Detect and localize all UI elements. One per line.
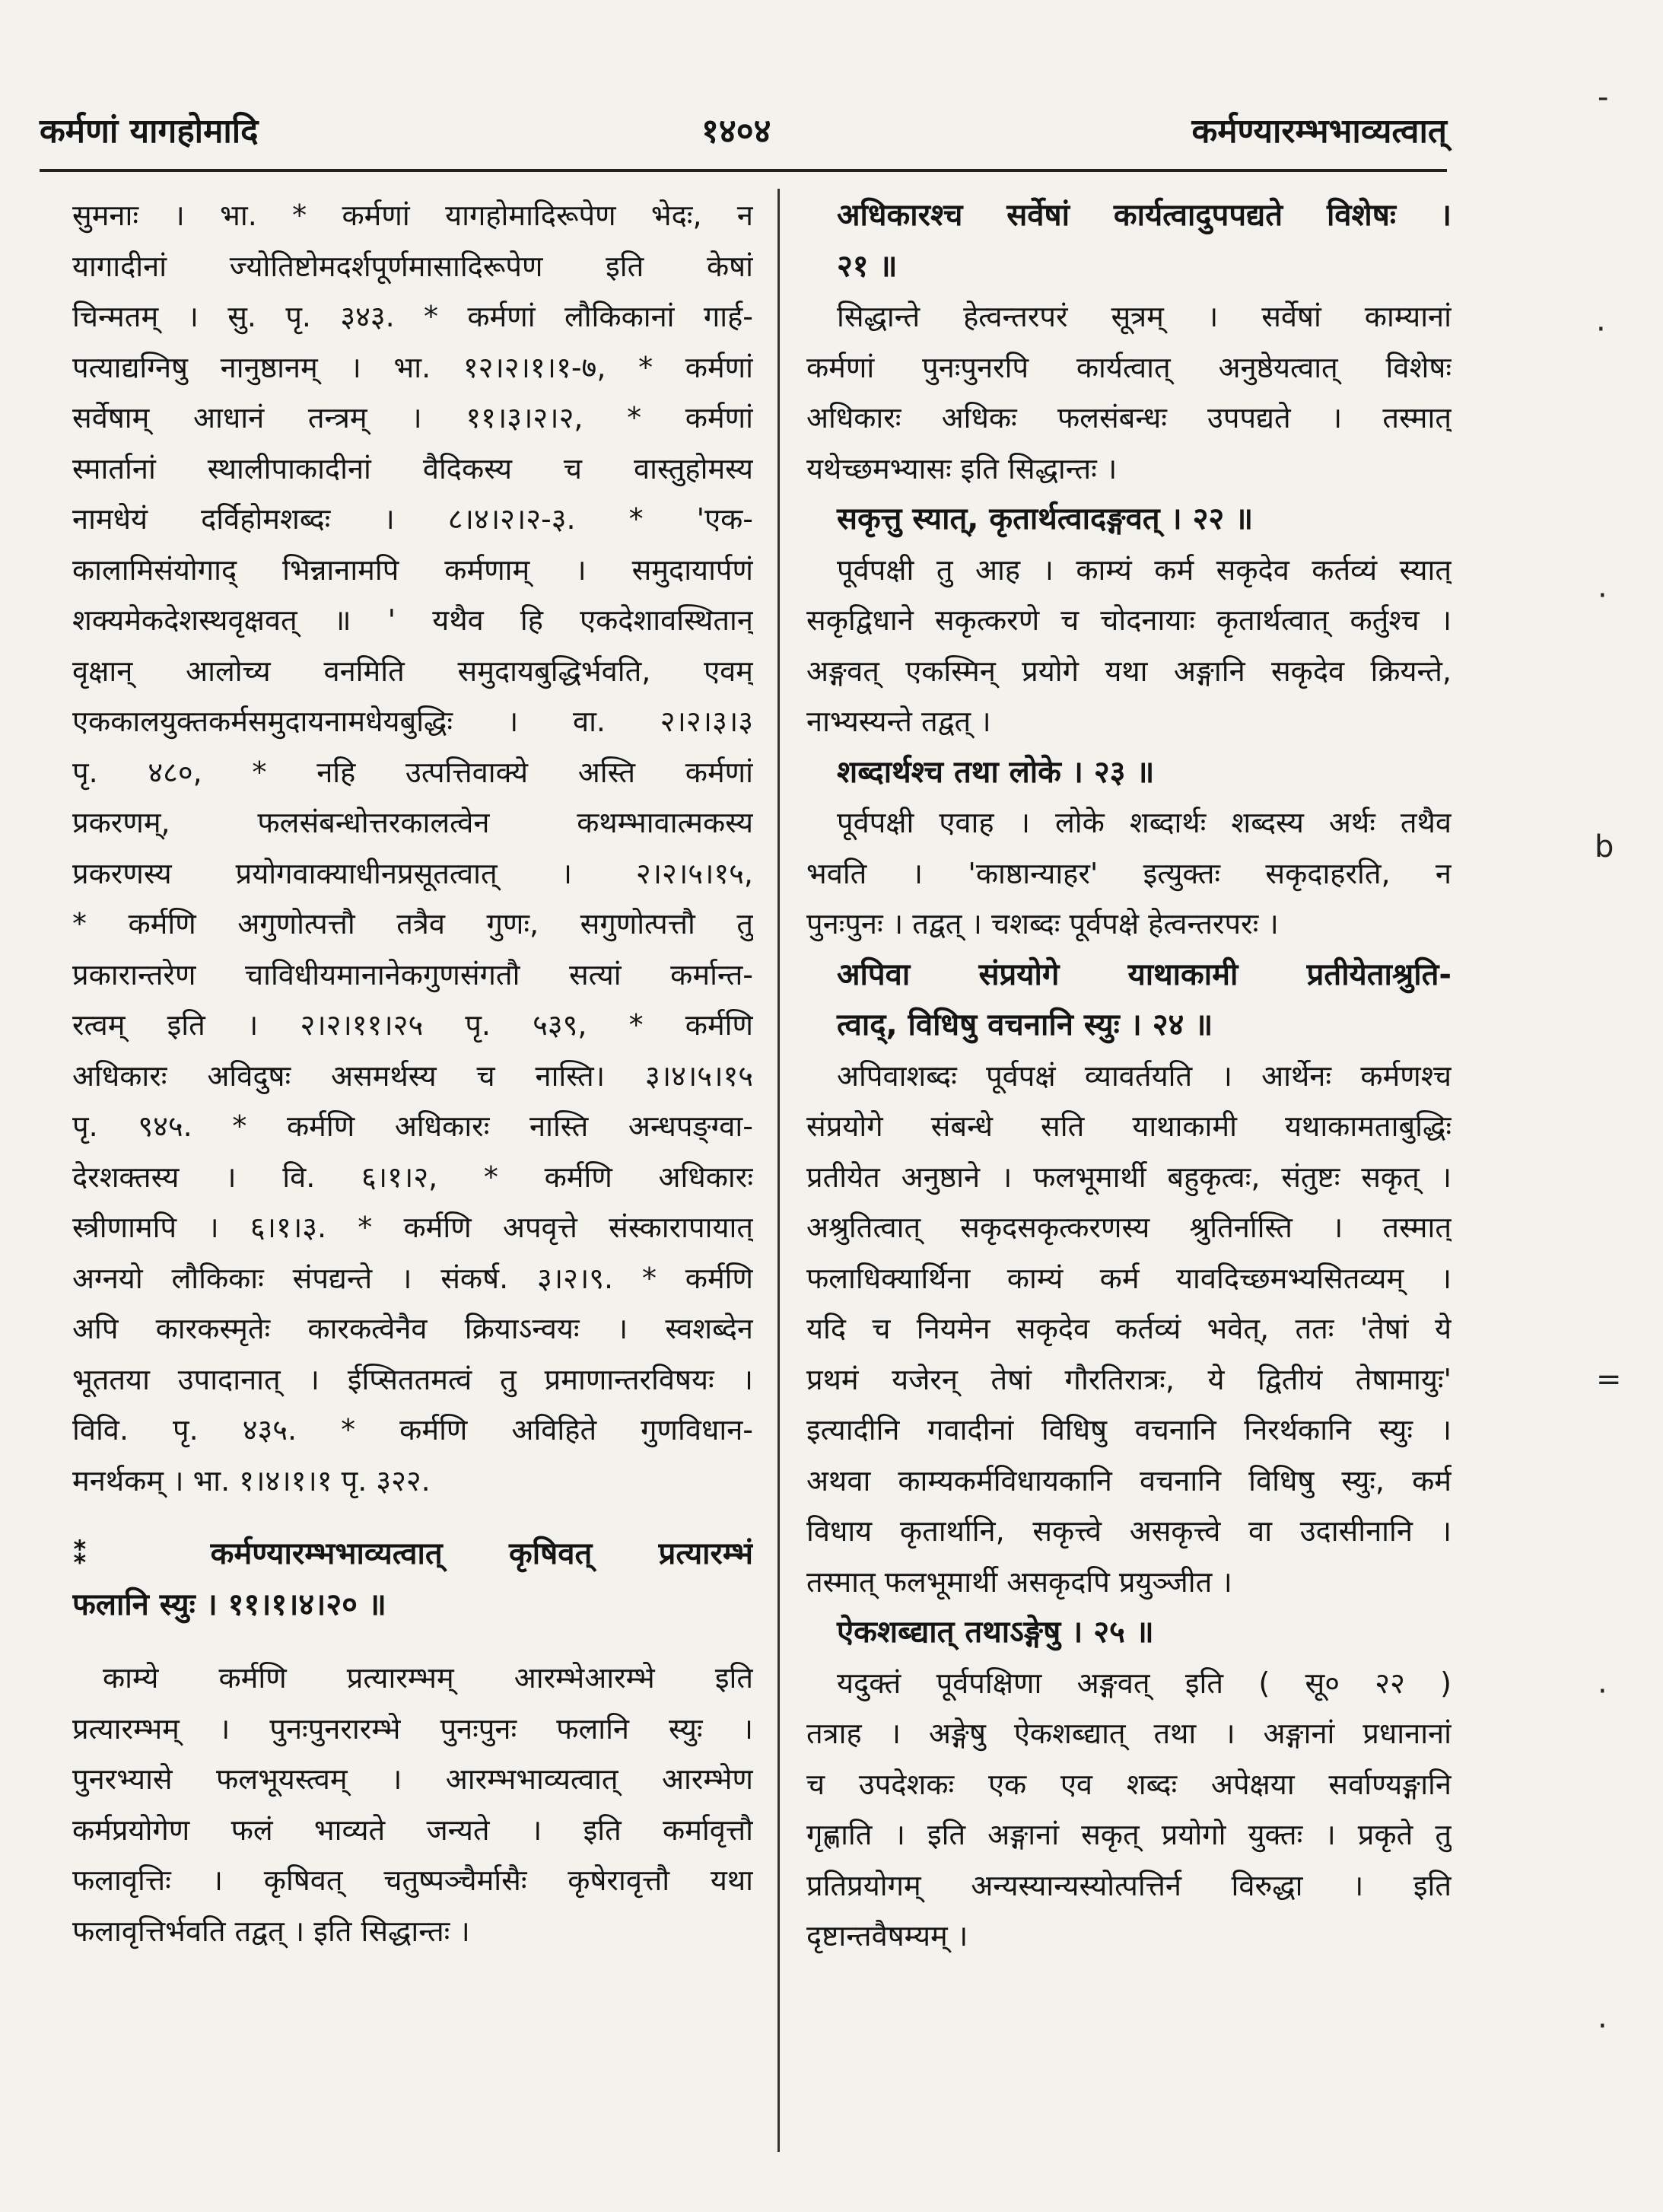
text-line: स्त्रीणामपि । ६।१।३. * कर्मणि अपवृत्ते संस्कारापायात् bbox=[72, 1211, 753, 1244]
text-line: यदि च नियमेन सकृदेव कर्तव्यं भवेत्, ततः 'तेषां ये bbox=[806, 1312, 1452, 1345]
text-line: प्रत्यारम्भम् । पुनःपुनरारम्भे पुनःपुनः फलानि स्युः । bbox=[72, 1711, 753, 1746]
text-line: प्रकारान्तरेण चाविधीयमानानेकगुणसंगतौ सत्यां कर्मान्त- bbox=[72, 957, 753, 991]
text-line: रत्वम् इति । २।२।११।२५ पृ. ५३९, * कर्मणि bbox=[72, 1008, 753, 1042]
left-column bbox=[72, 190, 753, 1956]
header-right-title: कर्मण्यारम्भभाव्यत्वात् bbox=[1191, 112, 1447, 151]
text-line: अपिवाशब्दः पूर्वपक्षं व्यावर्तयति । आर्थेनः कर्मणश्च bbox=[837, 1058, 1452, 1093]
text-line: पुनरभ्यासे फलभूयस्त्वम् । आरम्भभाव्यत्वात् आरम्भेण bbox=[72, 1762, 753, 1796]
text-line: कर्मप्रयोगेण फलं भाव्यते जन्यते । इति कर्मावृत्तौ bbox=[72, 1813, 753, 1847]
text-line: काम्ये कर्मणि प्रत्यारम्भम् आरम्भेआरम्भे इति bbox=[103, 1661, 753, 1695]
sutra-heading-line: अधिकारश्च सर्वेषां कार्यत्वादुपपद्यते विशेषः । bbox=[837, 198, 1452, 233]
sutra-heading-line: ⁑ कर्मण्यारम्भभाव्यत्वात् कृषिवत् प्रत्यारम्भं bbox=[72, 1536, 753, 1571]
text-line: वृक्षान् आलोच्य वनमिति समुदायबुद्धिर्भवति, एवम् bbox=[72, 654, 753, 688]
text-line: विधाय कृतार्थानि, सकृत्त्वे असकृत्त्वे वा उदासीनानि । bbox=[806, 1514, 1452, 1548]
text-line: कालामिसंयोगाद् भिन्नानामपि कर्मणाम् । समुदायार्पणं bbox=[72, 552, 753, 587]
text-line: चिन्मतम् । सु. पृ. ३४३. * कर्मणां लौकिकानां गार्ह- bbox=[72, 300, 753, 333]
text-line: गृह्णाति । इति अङ्गानां सकृत् प्रयोगो युक्तः । प्रकृते तु bbox=[806, 1818, 1452, 1851]
text-line: फलावृत्तिर्भवति तद्वत् । इति सिद्धान्तः । bbox=[72, 1914, 470, 1948]
text-line: * कर्मणि अगुणोत्पत्तौ तत्रैव गुणः, सगुणोत्पत्तौ तु bbox=[72, 907, 753, 940]
column-divider bbox=[777, 189, 780, 2152]
text-line: सुमनाः । भा. * कर्मणां यागहोमादिरूपेण भेदः, न bbox=[72, 199, 753, 232]
text-line: कर्मणां पुनःपुनरपि कार्यत्वात् अनुष्ठेयत्वात् विशेषः bbox=[806, 350, 1452, 384]
text-line: च उपदेशकः एक एव शब्दः अपेक्षया सर्वाण्यङ्गानि bbox=[806, 1767, 1452, 1801]
text-line: दृष्टान्तवैषम्यम् । bbox=[806, 1919, 968, 1953]
text-line: नाभ्यस्यन्ते तद्वत् । bbox=[806, 705, 991, 738]
text-line: इत्यादीनि गवादीनां विधिषु वचनानि निरर्थकानि स्युः । bbox=[806, 1413, 1452, 1447]
sutra-heading-line: त्वाद्, विधिषु वचनानि स्युः । २४ ॥ bbox=[837, 1007, 1213, 1042]
text-line: विवि. पृ. ४३५. * कर्मणि अविहिते गुणविधान- bbox=[72, 1413, 753, 1447]
right-column bbox=[806, 190, 1452, 1962]
sutra-heading-line: सकृत्तु स्यात्, कृतार्थत्वादङ्गवत् । २२ ॥ bbox=[837, 501, 1254, 536]
spacer bbox=[72, 1506, 753, 1529]
margin-mark: · bbox=[1598, 578, 1607, 613]
text-line: पुनःपुनः । तद्वत् । चशब्दः पूर्वपक्षे हेत्वन्तरपरः । bbox=[806, 907, 1279, 940]
header-left-title: कर्मणां यागहोमादि bbox=[40, 112, 259, 151]
text-line: यागादीनां ज्योतिष्टोमदर्शपूर्णमासादिरूपेण इति केषां bbox=[72, 249, 753, 283]
text-line: पृ. ९४५. * कर्मणि अधिकारः नास्ति अन्धपङ्ग्वा- bbox=[72, 1109, 753, 1143]
text-line: मनर्थकम् । भा. १।४।१।१ पृ. ३२२. bbox=[72, 1463, 431, 1497]
text-line: पूर्वपक्षी एवाह । लोके शब्दार्थः शब्दस्य अर्थः तथैव bbox=[837, 806, 1452, 839]
text-line: देरशक्तस्य । वि. ६।१।२, * कर्मणि अधिकारः bbox=[72, 1160, 753, 1194]
text-line: अपि कारकस्मृतेः कारकत्वेनैव क्रियाऽन्वयः । स्वशब्देन bbox=[72, 1312, 753, 1345]
text-line: पत्याद्यग्निषु नानुष्ठानम् । भा. १२।२।१।१-७, * कर्मणां bbox=[72, 350, 753, 384]
text-line: अग्नयो लौकिकाः संपद्यन्ते । संकर्ष. ३।२।९. * कर्मणि bbox=[72, 1261, 753, 1295]
text-line: प्रकरणस्य प्रयोगवाक्याधीनप्रसूतत्वात् । २।२।५।१५, bbox=[72, 856, 753, 890]
spacer bbox=[72, 1630, 753, 1653]
text-line: तत्राह । अङ्गेषु ऐकशब्द्यात् तथा । अङ्गानां प्रधानानां bbox=[806, 1717, 1452, 1750]
page-number: १४०४ bbox=[701, 112, 771, 151]
sutra-heading-line: ऐकशब्द्यात् तथाऽङ्गेषु । २५ ॥ bbox=[837, 1615, 1154, 1650]
margin-mark: · bbox=[1598, 2009, 1607, 2044]
running-header bbox=[40, 107, 1447, 167]
margin-mark: - bbox=[1598, 80, 1609, 115]
text-line: प्रतिप्रयोगम् अन्यस्यान्यस्योत्पत्तिर्न विरुद्धा । इति bbox=[806, 1868, 1452, 1902]
text-line: अधिकारः अविदुषः असमर्थस्य च नास्ति। ३।४।५।१५ bbox=[72, 1058, 753, 1093]
header-rule bbox=[40, 169, 1447, 172]
text-line: यदुक्तं पूर्वपक्षिणा अङ्गवत् इति ( सू० २२ ) bbox=[837, 1666, 1452, 1700]
text-line: पृ. ४८०, * नहि उत्पत्तिवाक्ये अस्ति कर्मणां bbox=[72, 755, 753, 789]
sutra-heading-line: २१ ॥ bbox=[837, 248, 898, 284]
text-line: पूर्वपक्षी तु आह । काम्यं कर्म सकृदेव कर्तव्यं स्यात् bbox=[837, 552, 1452, 587]
text-line: अधिकारः अधिकः फलसंबन्धः उपपद्यते । तस्मात् bbox=[806, 401, 1452, 434]
sutra-heading-line: अपिवा संप्रयोगे याथाकामी प्रतीयेताश्रुति- bbox=[837, 956, 1452, 992]
text-line: अश्रुतित्वात् सकृदसकृत्करणस्य श्रुतिर्नास्ति । तस्मात् bbox=[806, 1211, 1452, 1244]
sutra-heading-line: शब्दार्थश्च तथा लोके । २३ ॥ bbox=[837, 754, 1155, 790]
margin-mark: · bbox=[1596, 312, 1606, 347]
text-line: शक्यमेकदेशस्थवृक्षवत् ॥ ' यथैव हि एकदेशावस्थितान् bbox=[72, 603, 753, 637]
text-line: संप्रयोगे संबन्धे सति याथाकामी यथाकामताबुद्धिः bbox=[806, 1109, 1452, 1143]
text-line: सिद्धान्ते हेत्वन्तरपरं सूत्रम् । सर्वेषां काम्यानां bbox=[837, 300, 1452, 333]
text-line: सकृद्विधाने सकृत्करणे च चोदनायाः कृतार्थत्वात् कर्तुश्च । bbox=[806, 603, 1452, 637]
margin-mark: b bbox=[1595, 829, 1614, 864]
margin-mark: = bbox=[1596, 1362, 1622, 1397]
text-line: यथेच्छमभ्यासः इति सिद्धान्तः । bbox=[806, 451, 1118, 485]
text-line: तस्मात् फलभूमार्थी असकृदपि प्रयुञ्जीत । bbox=[806, 1564, 1232, 1599]
text-line: एककालयुक्तकर्मसमुदायनामधेयबुद्धिः । वा. २।२।३।३ bbox=[72, 705, 753, 738]
text-line: अङ्गवत् एकस्मिन् प्रयोगे यथा अङ्गानि सकृदेव क्रियन्ते, bbox=[806, 654, 1452, 688]
text-line: सर्वेषाम् आधानं तन्त्रम् । ११।३।२।२, * कर्मणां bbox=[72, 401, 753, 434]
text-line: प्रथमं यजेरन् तेषां गौरतिरात्रः, ये द्वितीयं तेषामायुः' bbox=[806, 1362, 1452, 1396]
text-line: स्मार्तानां स्थालीपाकादीनां वैदिकस्य च वास्तुहोमस्य bbox=[72, 451, 753, 485]
text-line: प्रकरणम्, फलसंबन्धोत्तरकालत्वेन कथम्भावात्मकस्य bbox=[72, 806, 753, 839]
text-line: प्रतीयेत अनुष्ठाने । फलभूमार्थी बहुकृत्वः, संतुष्टः सकृत् । bbox=[806, 1160, 1452, 1194]
sutra-heading-line: फलानि स्युः । ११।१।४।२० ॥ bbox=[72, 1587, 386, 1622]
text-line: फलाधिक्यार्थिना काम्यं कर्म यावदिच्छमभ्यसितव्यम् । bbox=[806, 1261, 1452, 1295]
text-line: अथवा काम्यकर्मविधायकानि वचनानि विधिषु स्युः, कर्म bbox=[806, 1463, 1452, 1497]
text-line: फलावृत्तिः । कृषिवत् चतुष्पञ्चैर्मासैः कृषेरावृत्तौ यथा bbox=[72, 1863, 753, 1897]
text-line: नामधेयं दर्विहोमशब्दः । ८।४।२।२-३. * 'एक- bbox=[72, 502, 753, 536]
text-line: भूततया उपादानात् । ईप्सिततमत्वं तु प्रमाणान्तरविषयः । bbox=[72, 1362, 753, 1396]
margin-mark: · bbox=[1598, 1674, 1607, 1709]
text-line: भवति । 'काष्ठान्याहर' इत्युक्तः सकृदाहरति, न bbox=[806, 856, 1452, 890]
